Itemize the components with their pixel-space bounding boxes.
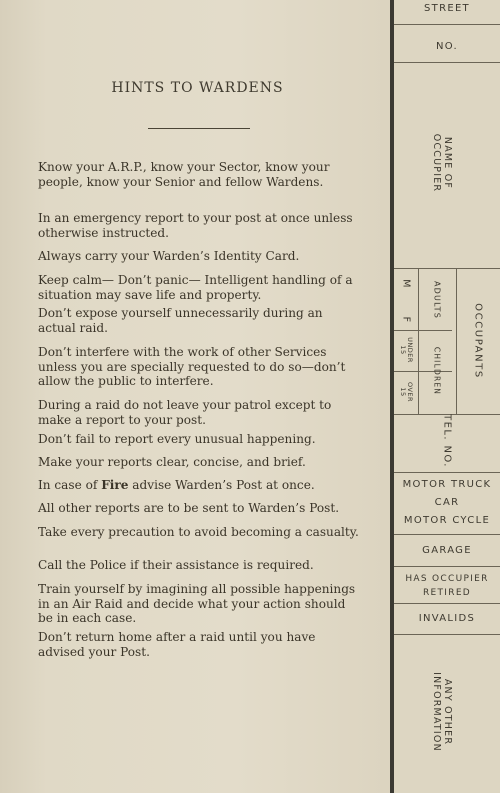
hint-item: Call the Police if their assistance is required. [38,558,314,572]
hint-item: Keep calm— Don’t panic— Intelligent handling of a situation may save life and property. [38,273,353,302]
label-f: F [400,316,412,324]
label-any-other-information: ANY OTHER INFORMATION [431,672,453,752]
occupier-record-strip [390,0,500,793]
divider [394,330,452,331]
label-adults: ADULTS [432,280,442,320]
hint-item: In an emergency report to your post at once unless otherwise instructed. [38,211,353,240]
hint-item: Always carry your Warden’s Identity Card. [38,249,300,263]
label-m: M [400,279,412,289]
label-name-of-occupier: NAME OF OCCUPIER [431,133,453,193]
label-motor-cycle: MOTOR CYCLE [403,515,491,526]
label-no: NO. [435,41,459,52]
column-divider [418,268,419,414]
hint-item-fire: In case of Fire advise Warden’s Post at once. [38,478,315,492]
label-tel-no: TEL. NO. [441,414,453,468]
divider [394,371,452,372]
hint-item: Train yourself by imagining all possible happenings in an Air Raid and decide what your action should be in each case. [38,582,356,625]
label-over-15: OVER 15 [399,381,414,403]
hint-item: Don’t fail to report every unusual happening. [38,432,316,446]
label-car: CAR [434,497,460,508]
label-invalids: INVALIDS [418,613,476,624]
hint-item: Take every precaution to avoid becoming a casualty. [38,525,359,539]
label-under-15: UNDER 15 [399,337,414,363]
divider [394,603,500,604]
hint-item: All other reports are to be sent to Warden’s Post. [38,501,340,515]
divider [394,24,500,25]
label-has-occupier: HAS OCCUPIER [405,574,489,584]
label-street: STREET [424,3,470,14]
hint-item: Don’t interfere with the work of other Services unless you are specially requested to do so—don’t allow the public to interfere. [38,345,346,388]
page-title: HINTS TO WARDENS [111,80,284,96]
label-garage: GARAGE [422,545,472,556]
divider [394,472,500,473]
divider [394,62,500,63]
hint-item: Don’t return home after a raid until you have advised your Post. [38,630,316,659]
divider [394,634,500,635]
title-underline [148,128,250,129]
hint-item: Know your A.R.P., know your Sector, know your people, know your Senior and fellow Wardens. [38,160,330,189]
column-divider [456,268,457,414]
divider [394,534,500,535]
hint-item: During a raid do not leave your patrol except to make a report to your post. [38,398,332,427]
label-occupants: OCCUPANTS [472,303,484,379]
divider [394,566,500,567]
divider [394,268,500,269]
label-retired: RETIRED [422,588,472,598]
hint-item: Don’t expose yourself unnecessarily during an actual raid. [38,306,323,335]
label-motor-truck: MOTOR TRUCK [402,479,492,490]
hint-item: Make your reports clear, concise, and brief. [38,455,306,469]
label-children: CHILDREN [432,346,442,396]
